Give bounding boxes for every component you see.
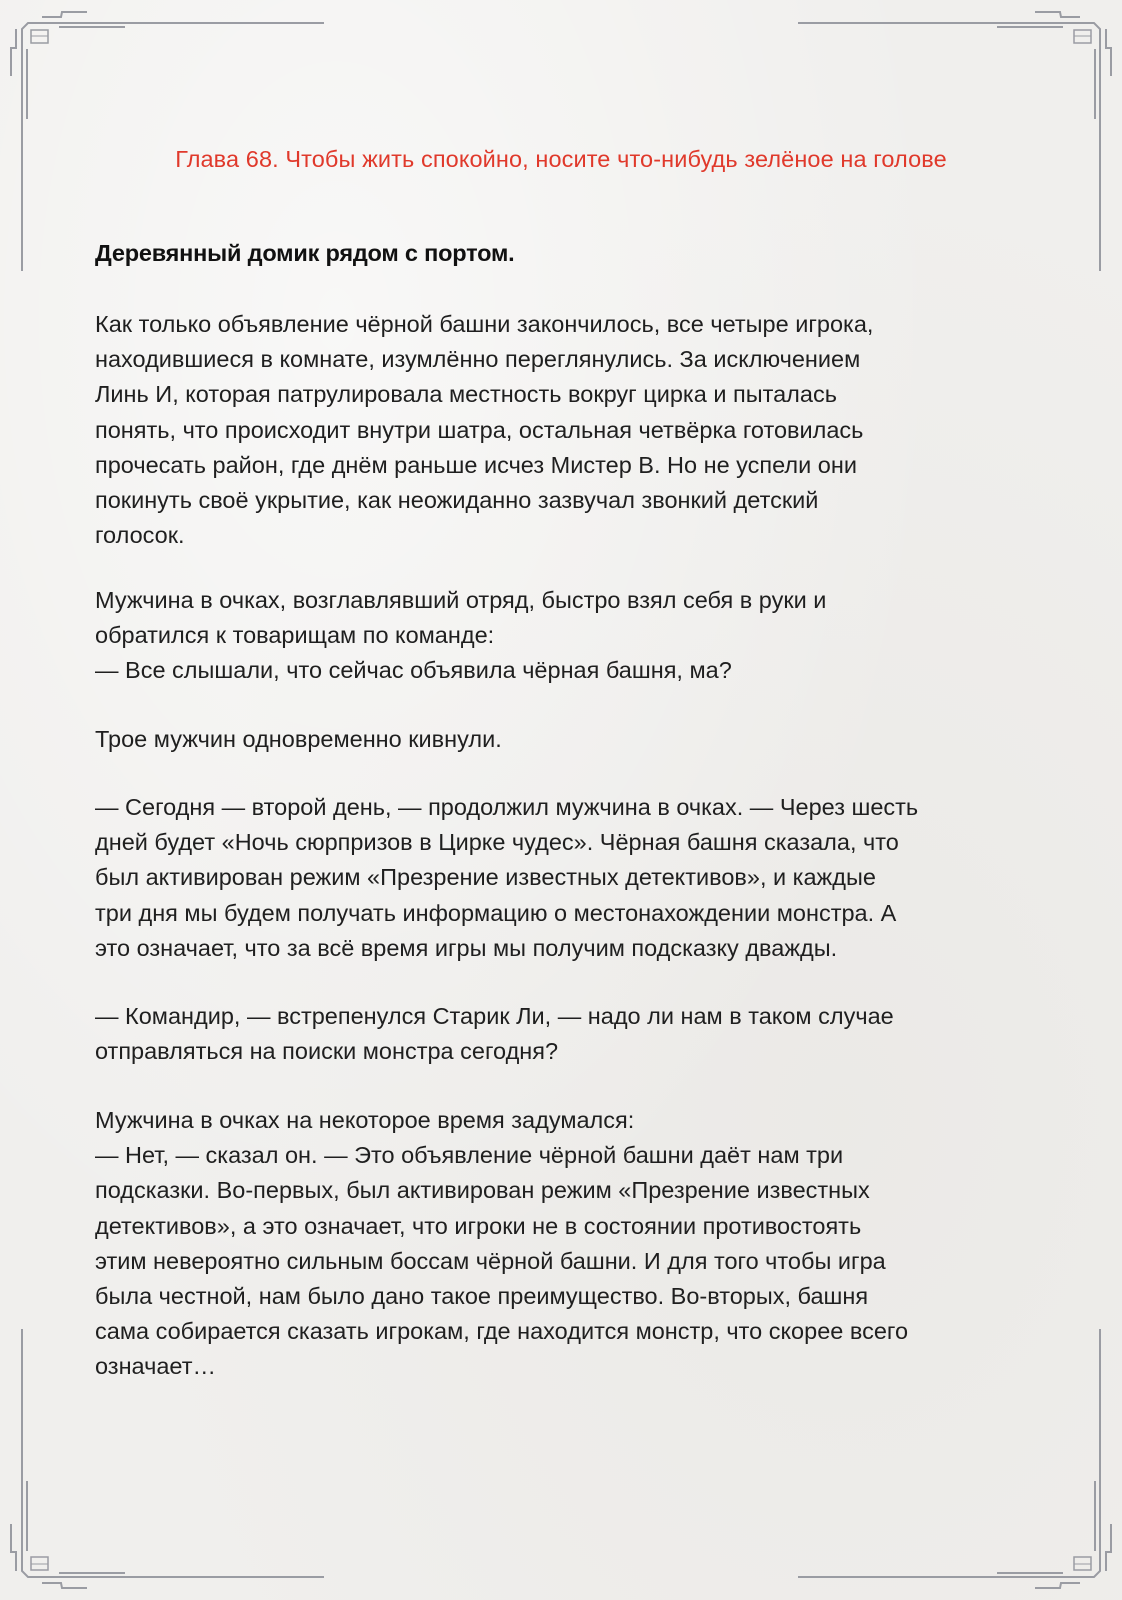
- paragraph: [95, 790, 1035, 966]
- text-line: — Сегодня — второй день, — продолжил мужчина в очках. — Через шесть: [95, 794, 919, 820]
- chapter-title: Глава 68. Чтобы жить спокойно, носите что-нибудь зелёное на голове: [175, 146, 947, 172]
- corner-ornament-top-right-icon: [799, 12, 1111, 270]
- paragraph: [95, 583, 1035, 689]
- text-line: этим невероятно сильным боссам чёрной башни. И для того чтобы игра: [95, 1247, 886, 1274]
- paragraph: [95, 999, 1035, 1069]
- text-line: три дня мы будем получать информацию о местонахождении монстра. А: [95, 899, 897, 926]
- text-line: Как только объявление чёрной башни закончилось, все четыре игрока,: [95, 311, 874, 337]
- text-line: отправляться на поиски монстра сегодня?: [95, 1038, 559, 1065]
- text-line: была честной, нам было дано такое преимущество. Во-вторых, башня: [95, 1283, 869, 1310]
- text-line: — Командир, — встрепенулся Старик Ли, — надо ли нам в таком случае: [95, 1003, 894, 1029]
- text-line: означает…: [95, 1353, 216, 1380]
- text-line: понять, что происходит внутри шатра, остальная четвёрка готовилась: [95, 416, 864, 443]
- paragraph: [95, 722, 1035, 757]
- text-line: подсказки. Во-первых, был активирован режим «Презрение известных: [95, 1177, 870, 1204]
- text-line: Линь И, которая патрулировала местность вокруг цирка и пыталась: [95, 381, 837, 408]
- text-line: обратился к товарищам по команде:: [95, 622, 495, 649]
- text-line: Мужчина в очках на некоторое время задумался:: [95, 1107, 635, 1133]
- text-line: Мужчина в очках, возглавлявший отряд, быстро взял себя в руки и: [95, 587, 827, 613]
- text-line: — Нет, — сказал он. — Это объявление чёрной башни даёт нам три: [95, 1142, 844, 1169]
- corner-ornament-top-left-icon: [11, 12, 323, 270]
- text-line: прочесать район, где днём раньше исчез Мистер В. Но не успели они: [95, 451, 857, 478]
- text-line: детективов», а это означает, что игроки не в состоянии противостоять: [95, 1212, 862, 1239]
- paragraph: [95, 307, 1035, 553]
- text-line: дней будет «Ночь сюрпризов в Цирке чудес». Чёрная башня сказала, что: [95, 829, 899, 856]
- text-line: был активирован режим «Презрение известных детективов», и каждые: [95, 864, 876, 891]
- text-line: сама собирается сказать игрокам, где находится монстр, что скорее всего: [95, 1318, 909, 1345]
- text-line: — Все слышали, что сейчас объявила чёрная башня, ма?: [95, 657, 732, 684]
- text-line: голосок.: [95, 522, 185, 549]
- paragraph: [95, 1103, 1035, 1385]
- text-line: это означает, что за всё время игры мы получим подсказку дважды.: [95, 934, 838, 961]
- text-line: находившиеся в комнате, изумлённо переглянулись. За исключением: [95, 346, 861, 373]
- scene-heading: Деревянный домик рядом с портом.: [95, 240, 515, 266]
- text-line: покинуть своё укрытие, как неожиданно зазвучал звонкий детский: [95, 487, 819, 514]
- text-line: Трое мужчин одновременно кивнули.: [95, 726, 502, 752]
